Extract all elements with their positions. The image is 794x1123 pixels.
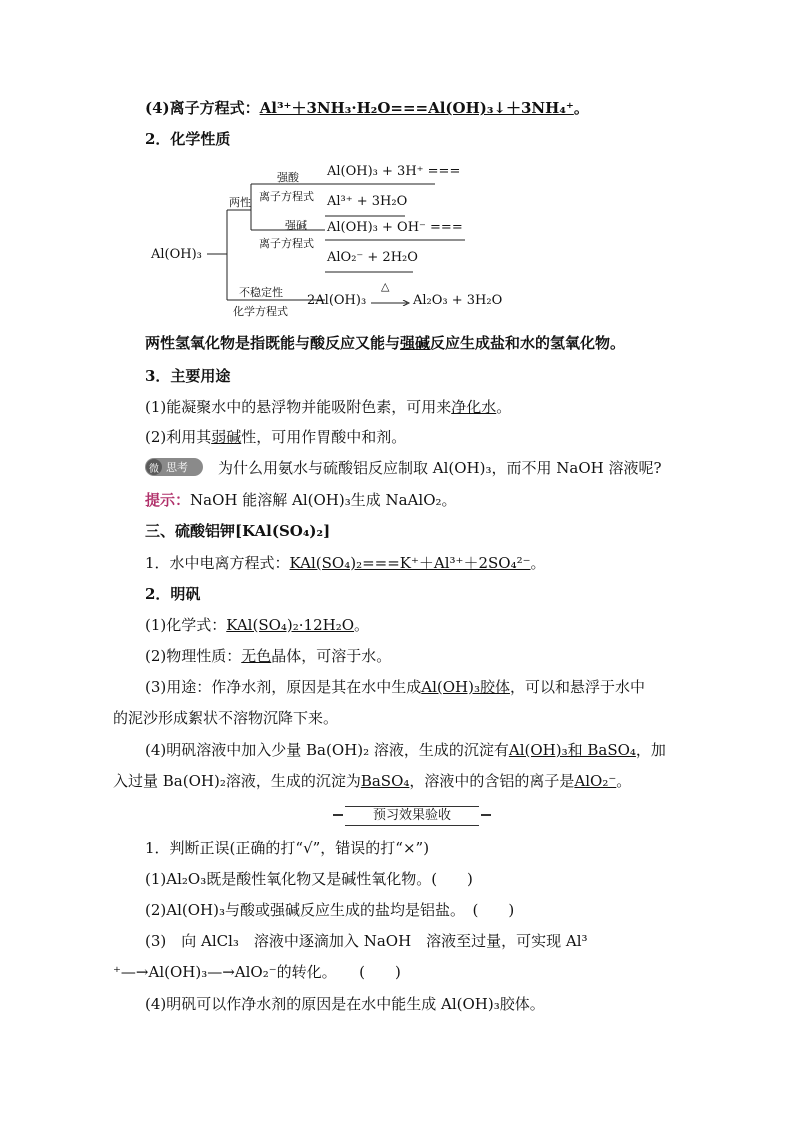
eq-base-top: Al(OH)₃ + OH⁻ ===: [327, 220, 463, 235]
uses-heading: 3．主要用途: [145, 367, 231, 385]
label-ionic-eq-2: 离子方程式: [259, 237, 314, 250]
question-1: (1)Al₂O₃既是酸性氧化物又是碱性氧化物。( ): [145, 870, 473, 888]
alum-formula: (1)化学式：KAl(SO₄)₂·12H₂O。: [145, 616, 370, 634]
alum-section-heading: 三、硫酸铝钾[KAl(SO₄)₂]: [145, 522, 331, 540]
chem-props-diagram: [145, 160, 565, 322]
amphoteric-note: 两性氢氧化物是指既能与酸反应又能与强碱反应生成盐和水的氢氧化物。: [145, 334, 626, 352]
label-unstable: 不稳定性: [239, 286, 283, 299]
label-acid: 强酸: [277, 171, 299, 184]
alum-baoh-1: (4)明矾溶液中加入少量 Ba(OH)₂ 溶液，生成的沉淀有Al(OH)₃和 BaSO₄，加: [145, 741, 666, 759]
ionic-eq-line: (4)离子方程式：Al³⁺＋3NH₃·H₂O===Al(OH)₃↓＋3NH₄⁺。: [145, 99, 589, 117]
label-ionic-eq-1: 离子方程式: [259, 190, 314, 203]
chem-props-heading: 2．化学性质: [145, 130, 231, 148]
eq-decomp-delta: △: [381, 280, 390, 293]
eq-acid-bottom: Al³⁺ + 3H₂O: [327, 194, 408, 209]
eq-decomp-left: 2Al(OH)₃: [307, 293, 367, 308]
judge-heading: 1．判断正误(正确的打“√”，错误的打“×”): [145, 839, 430, 857]
use-2: (2)利用其弱碱性，可用作胃酸中和剂。: [145, 428, 407, 446]
alum-use-cont: 的泥沙形成絮状不溶物沉降下来。: [113, 709, 339, 727]
think-badge-icon: 微: [146, 459, 162, 475]
alum-physical: (2)物理性质：无色晶体，可溶于水。: [145, 647, 392, 665]
preview-check-banner: 预习效果验收: [345, 806, 479, 826]
label-chem-eq: 化学方程式: [233, 305, 288, 318]
label-base: 强碱: [285, 219, 307, 232]
label-amphoteric: 两性: [229, 196, 251, 209]
diagram-center: Al(OH)₃: [151, 247, 202, 262]
think-badge: [145, 458, 203, 476]
alum-use: (3)用途：作净水剂，原因是其在水中生成Al(OH)₃胶体，可以和悬浮于水中: [145, 678, 645, 696]
alum-baoh-2: 入过量 Ba(OH)₂溶液，生成的沉淀为BaSO₄，溶液中的含铝的离子是AlO₂⁻。: [113, 772, 632, 790]
question-4: (4)明矾可以作净水剂的原因是在水中能生成 Al(OH)₃胶体。: [145, 995, 545, 1013]
question-2: (2)Al(OH)₃与酸或强碱反应生成的盐均是铝盐。 ( ): [145, 901, 515, 919]
question-3-line1: (3) 向 AlCl₃ 溶液中逐滴加入 NaOH 溶液至过量，可实现 Al³: [145, 932, 588, 950]
use-1: (1)能凝聚水中的悬浮物并能吸附色素，可用来净化水。: [145, 398, 512, 416]
alum-heading: 2．明矾: [145, 585, 201, 603]
eq-decomp-right: Al₂O₃ + 3H₂O: [413, 293, 503, 308]
decomp-arrow: [371, 300, 411, 306]
think-question: 为什么用氨水与硫酸铝反应制取 Al(OH)₃，而不用 NaOH 溶液呢?: [218, 459, 662, 477]
eq-base-bottom: AlO₂⁻ + 2H₂O: [327, 250, 418, 265]
ionization-eq: 1．水中电离方程式：KAl(SO₄)₂===K⁺＋Al³⁺＋2SO₄²⁻。: [145, 554, 546, 572]
question-3-line2: ⁺—→Al(OH)₃—→AlO₂⁻的转化。 ( ): [113, 963, 401, 981]
eq-acid-top: Al(OH)₃ + 3H⁺ ===: [327, 164, 461, 179]
think-badge-label: 思考: [166, 461, 188, 474]
think-hint: 提示：NaOH 能溶解 Al(OH)₃生成 NaAlO₂。: [145, 491, 457, 509]
